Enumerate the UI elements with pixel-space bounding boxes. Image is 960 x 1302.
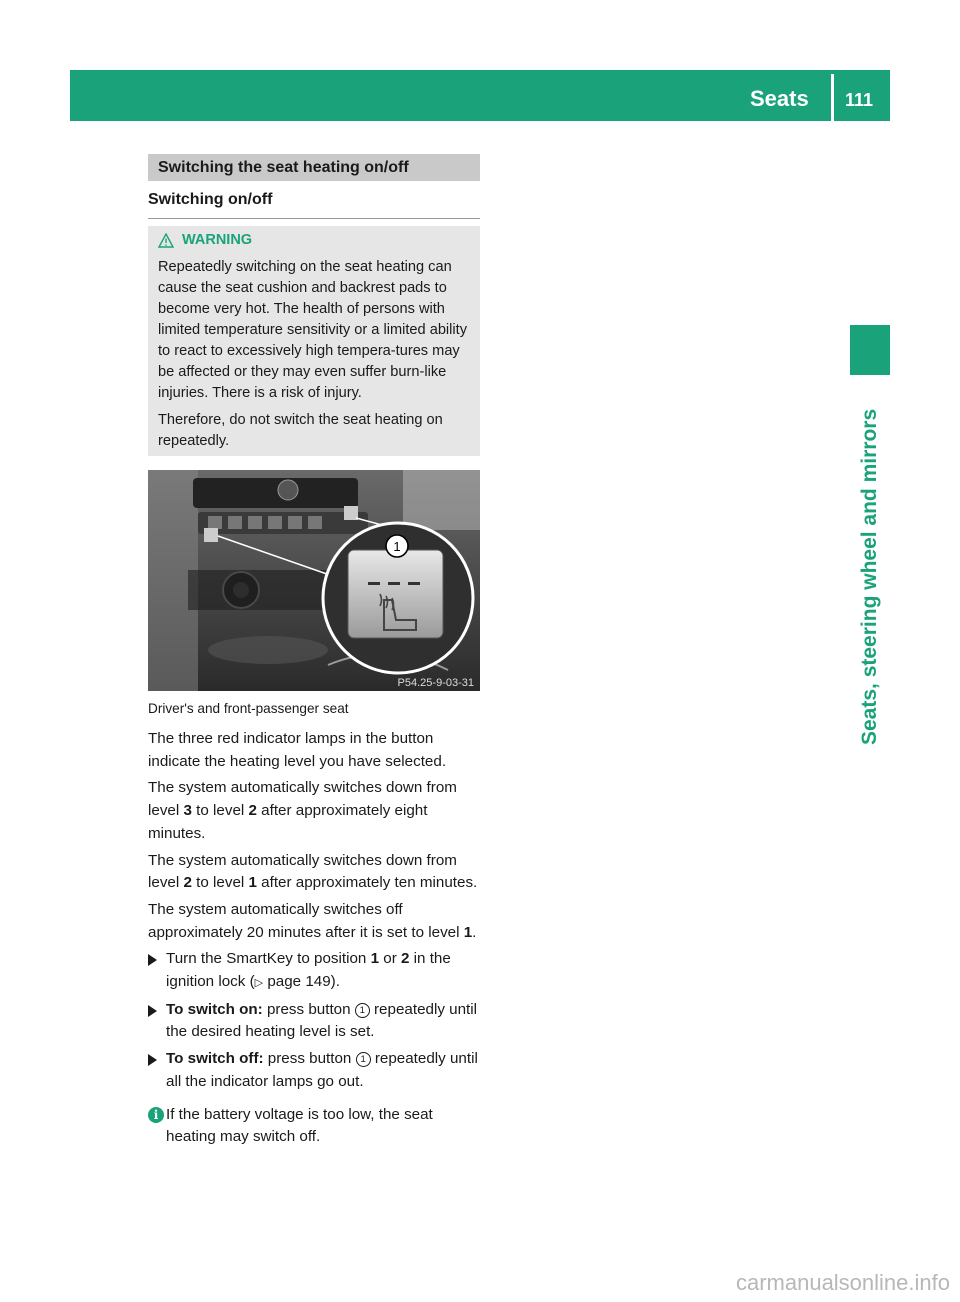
- warning-box: [148, 226, 480, 456]
- callout-1-icon: 1: [356, 1052, 371, 1067]
- figure-caption: Driver's and front-passenger seat: [148, 701, 349, 716]
- body-paragraph: The system automatically switches down from level 2 to level 1 after approximately ten minutes.: [148, 851, 478, 892]
- warning-icon: [158, 233, 174, 248]
- info-icon: i: [148, 1107, 164, 1123]
- figure-code: P54.25-9-03-31: [397, 677, 474, 689]
- callout-1-icon: 1: [355, 1003, 370, 1018]
- side-tab-marker: [850, 325, 890, 375]
- step-item: To switch on: press button 1 repeatedly until the desired heating level is set.: [148, 999, 480, 1044]
- subheading: Switching on/off: [148, 191, 480, 219]
- body-paragraph: The system automatically switches off approximately 20 minutes after it is set to level 1.: [148, 900, 477, 941]
- header-section-title: Seats: [750, 86, 809, 111]
- body-paragraph: The system automatically switches down from level 3 to level 2 after approximately eight minutes.: [148, 779, 457, 842]
- step-arrow-icon: [148, 1054, 157, 1066]
- info-text: If the battery voltage is too low, the seat heating may switch off.: [166, 1105, 433, 1146]
- header-separator: [831, 74, 834, 121]
- body-text: [148, 728, 480, 1149]
- body-paragraph: The three red indicator lamps in the button indicate the heating level you have selected.: [148, 730, 447, 770]
- warning-title: [158, 230, 472, 251]
- step-item: To switch off: press button 1 repeatedly until all the indicator lamps go out.: [148, 1048, 480, 1093]
- section-title: Switching the seat heating on/off: [148, 154, 480, 181]
- page-number: 111: [845, 90, 874, 110]
- page-ref-arrow-icon: ▷: [254, 977, 264, 990]
- page-reference-link[interactable]: page 149).: [263, 973, 340, 991]
- figure-callout: 1: [393, 539, 401, 554]
- step-arrow-icon: [148, 1005, 157, 1017]
- info-note: [148, 1104, 480, 1149]
- warning-paragraph: Repeatedly switching on the seat heating can cause the seat cushion and backrest pads to become very hot. The health of persons with limited temperature sensitivity or a limited ability to react to excessively high tempera-tures may be affected or they may even suffer burn-like injuries. There is a risk of injury.: [158, 259, 468, 401]
- seat-heating-button-photo: [148, 470, 480, 691]
- step-arrow-icon: [148, 954, 157, 966]
- step-item: Turn the SmartKey to position 1 or 2 in the ignition lock (▷ page 149).: [148, 948, 480, 994]
- indicator-lamps: [368, 582, 420, 585]
- warning-title-text: WARNING: [182, 232, 253, 248]
- side-tab-label: Seats, steering wheel and mirrors: [858, 408, 881, 745]
- warning-paragraph: Therefore, do not switch the seat heating on repeatedly.: [158, 412, 443, 449]
- watermark: carmanualsonline.info: [735, 1270, 950, 1295]
